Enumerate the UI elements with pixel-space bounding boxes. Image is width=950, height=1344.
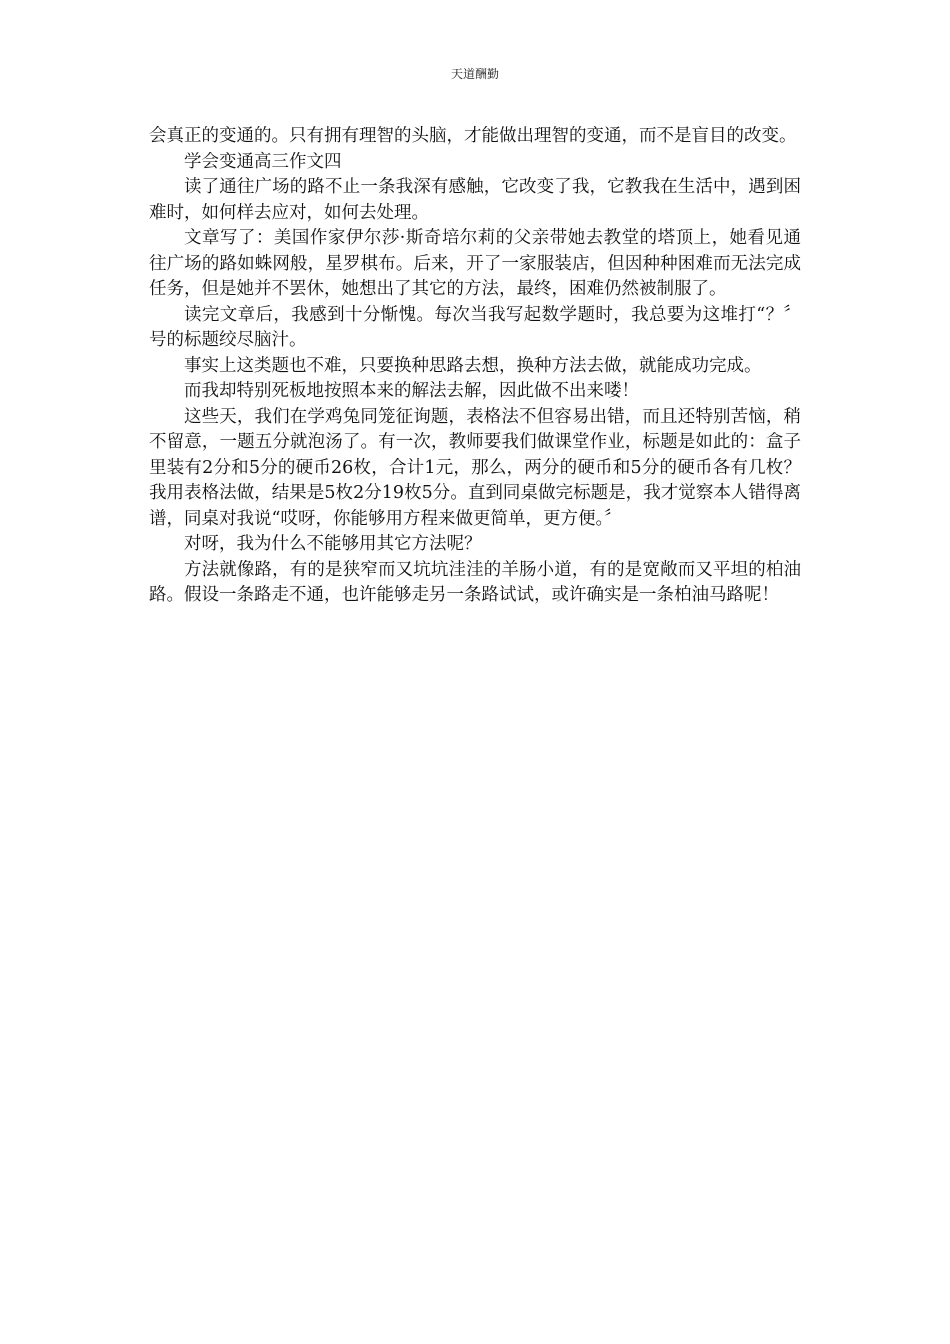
paragraph: 文章写了：美国作家伊尔莎·斯奇培尔莉的父亲带她去教堂的塔顶上，她看见通往广场的路如蛛网般，星罗棋布。后来，开了一家服装店，但因种种困难而无法完成任务，但是她并不罢休，她想出了其它的方法，最终，困难仍然被制服了。 — [149, 228, 801, 299]
paragraph-continuation: 会真正的变通的。只有拥有理智的头脑，才能做出理智的变通，而不是盲目的改变。 — [149, 126, 797, 146]
page-header: 天道酬勤 — [450, 67, 499, 81]
paragraph: 而我却特别死板地按照本来的解法去解，因此做不出来喽！ — [184, 381, 639, 401]
paragraph: 读了通往广场的路不止一条我深有感触，它改变了我，它教我在生活中，遇到困难时，如何样去应对，如何去处理。 — [149, 177, 801, 223]
paragraph: 读完文章后，我感到十分惭愧。每次当我写起数学题时，我总要为这堆打“？〞号的标题绞尽脑汁。 — [149, 304, 801, 350]
paragraph: 对呀，我为什么不能够用其它方法呢？ — [184, 534, 482, 554]
paragraph: 事实上这类题也不难，只要换种思路去想，换种方法去做，就能成功完成。 — [184, 355, 762, 376]
document-body — [149, 124, 801, 609]
paragraph: 这些天，我们在学鸡兔同笼征询题，表格法不但容易出错，而且还特别苦恼，稍不留意，一题五分就泡汤了。有一次，教师要我们做课堂作业，标题是如此的：盒子里装有2分和5分的硬币26枚，合计1元，那么，两分的硬币和5分的硬币各有几枚？我用表格法做，结果是5枚2分19枚5分。直到同桌做完标题是，我才觉察本人错得离谱，同桌对我说“哎呀，你能够用方程来做更简单，更方便。〞 — [149, 406, 801, 529]
paragraph: 方法就像路，有的是狭窄而又坑坑洼洼的羊肠小道，有的是宽敞而又平坦的柏油路。假设一条路走不通，也许能够走另一条路试试，或许确实是一条柏油马路呢！ — [149, 559, 801, 605]
essay-title: 学会变通高三作文四 — [184, 151, 342, 172]
